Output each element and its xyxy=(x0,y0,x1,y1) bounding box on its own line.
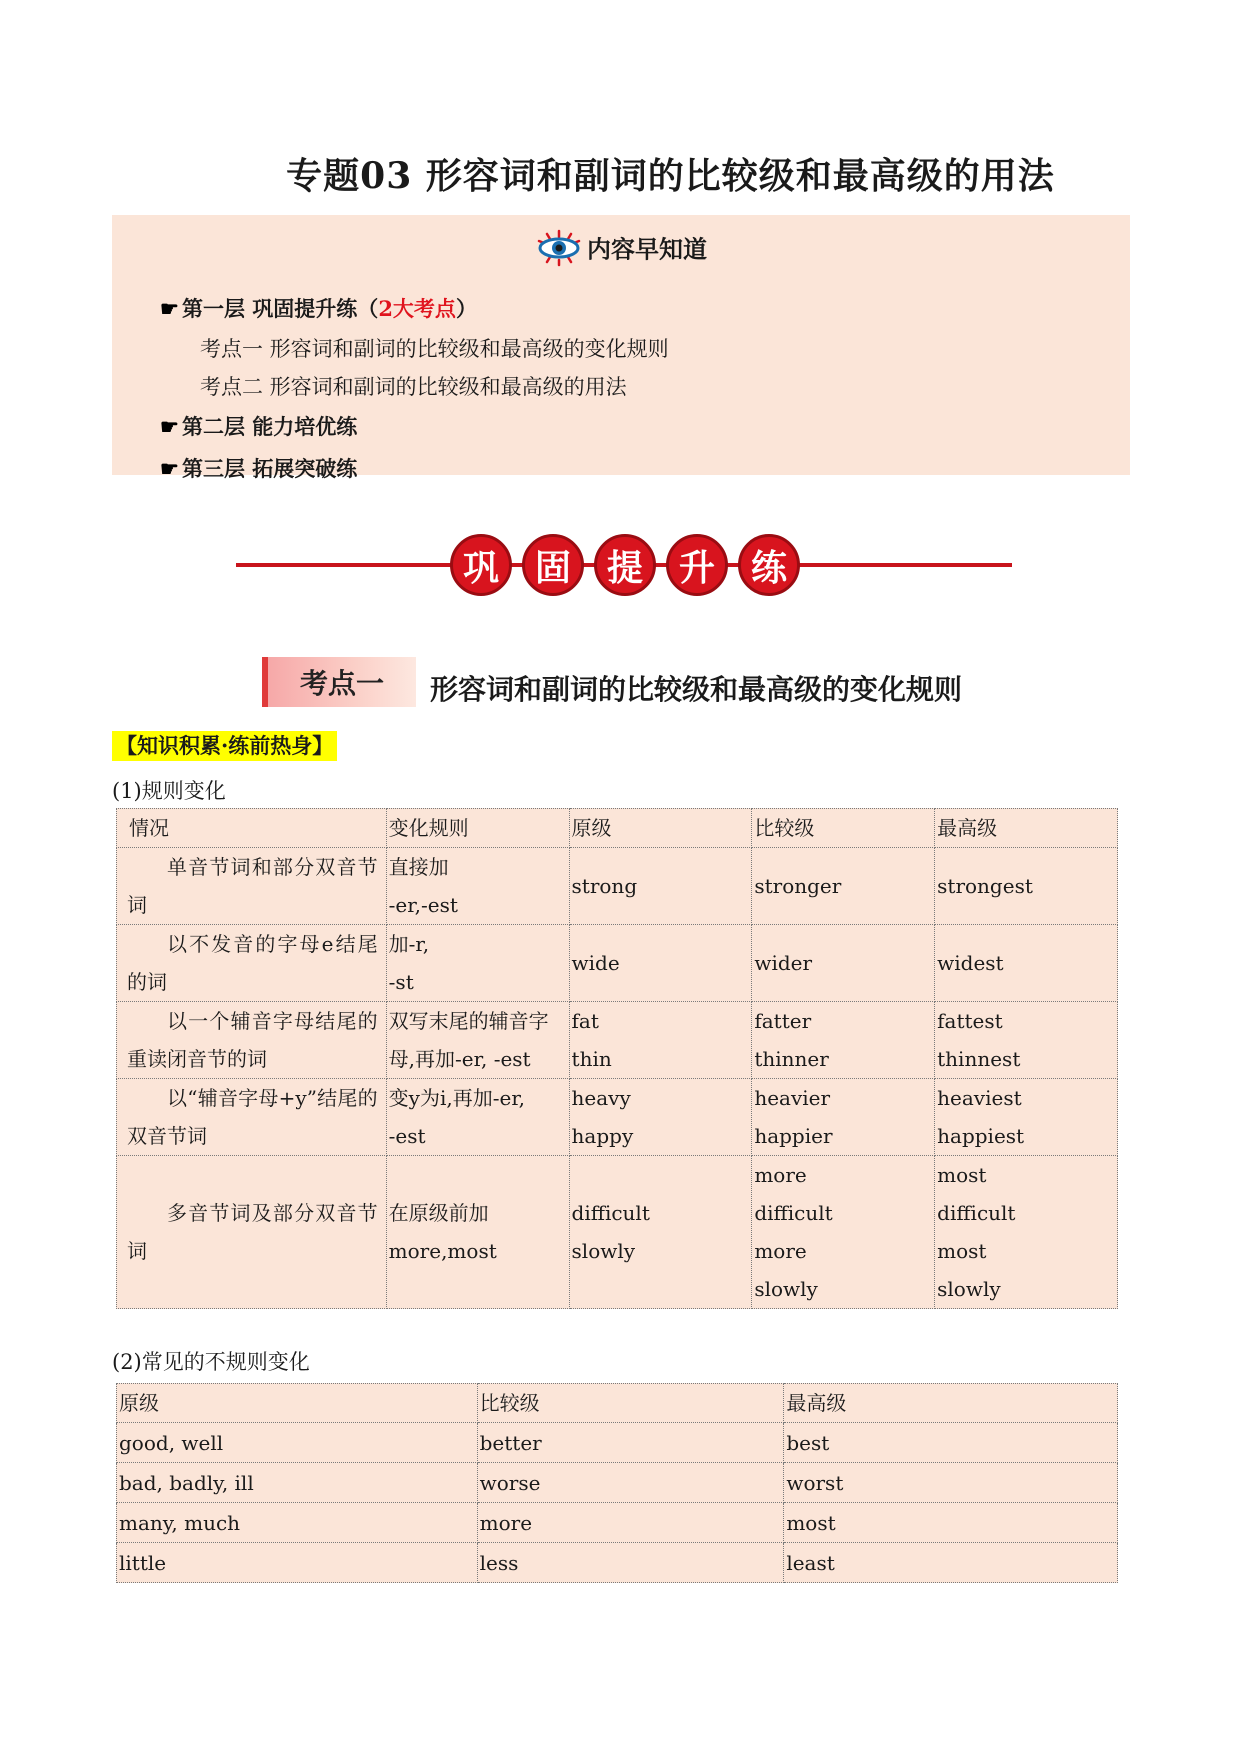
contents-heading xyxy=(112,229,1130,273)
contents-box xyxy=(112,215,1130,481)
rule-cell: 双写末尾的辅音字母,再加-er, -est xyxy=(386,1002,569,1079)
contents-heading-text: 内容早知道 xyxy=(587,234,707,264)
toc-point1: 考点一 形容词和副词的比较级和最高级的变化规则 xyxy=(200,337,669,361)
column-header: 情况 xyxy=(117,809,387,848)
table-row xyxy=(117,1543,1118,1583)
toc-layer1: ☛ 第一层 巩固提升练（2大考点） xyxy=(160,296,477,321)
comparative-cell: more difficult more slowly xyxy=(752,1156,935,1309)
base-form-cell: bad, badly, ill xyxy=(117,1463,478,1503)
toc-layer2: ☛ 第二层 能力培优练 xyxy=(160,414,358,439)
table1-caption: (1)规则变化 xyxy=(112,779,226,803)
point-count: 2大考点 xyxy=(378,296,456,321)
situation-cell: 以一个辅音字母结尾的重读闭音节的词 xyxy=(117,1002,387,1079)
banner-char: 提 xyxy=(594,534,656,596)
table2-caption: (2)常见的不规则变化 xyxy=(112,1350,310,1374)
page-title: 专题03 形容词和副词的比较级和最高级的用法 xyxy=(286,155,1055,197)
section-banner xyxy=(236,530,1012,600)
comparative-cell: more xyxy=(477,1503,784,1543)
comparative-cell: fatter thinner xyxy=(752,1002,935,1079)
superlative-cell: widest xyxy=(935,925,1118,1002)
comparative-cell: wider xyxy=(752,925,935,1002)
situation-cell: 单音节词和部分双音节词 xyxy=(117,848,387,925)
pointing-hand-icon: ☛ xyxy=(160,414,179,439)
table-row xyxy=(117,1463,1118,1503)
banner-char: 升 xyxy=(666,534,728,596)
table-row xyxy=(117,1079,1118,1156)
base-form-cell: fat thin xyxy=(569,1002,752,1079)
situation-cell: 以“辅音字母+y”结尾的双音节词 xyxy=(117,1079,387,1156)
table-row xyxy=(117,1002,1118,1079)
column-header: 最高级 xyxy=(935,809,1118,848)
eye-icon xyxy=(535,229,583,273)
situation-cell: 以不发音的字母e结尾的词 xyxy=(117,925,387,1002)
comparative-cell: heavier happier xyxy=(752,1079,935,1156)
rule-cell: 直接加 -er,-est xyxy=(386,848,569,925)
comparative-cell: stronger xyxy=(752,848,935,925)
toc-point2: 考点二 形容词和副词的比较级和最高级的用法 xyxy=(200,375,627,399)
section-tag: 考点一 xyxy=(262,657,416,707)
banner-char: 固 xyxy=(522,534,584,596)
regular-change-table xyxy=(116,808,1118,1309)
comparative-cell: less xyxy=(477,1543,784,1583)
rule-cell: 变y为i,再加-er, -est xyxy=(386,1079,569,1156)
table-row xyxy=(117,848,1118,925)
superlative-cell: strongest xyxy=(935,848,1118,925)
toc-layer3: ☛ 第三层 拓展突破练 xyxy=(160,456,358,481)
superlative-cell: heaviest happiest xyxy=(935,1079,1118,1156)
superlative-cell: worst xyxy=(784,1463,1118,1503)
column-header: 最高级 xyxy=(784,1384,1118,1423)
superlative-cell: most difficult most slowly xyxy=(935,1156,1118,1309)
column-header: 原级 xyxy=(117,1384,478,1423)
column-header: 变化规则 xyxy=(386,809,569,848)
pointing-hand-icon: ☛ xyxy=(160,456,179,481)
base-form-cell: little xyxy=(117,1543,478,1583)
table-row xyxy=(117,1156,1118,1309)
table-header-row xyxy=(117,809,1118,848)
base-form-cell: wide xyxy=(569,925,752,1002)
base-form-cell: good, well xyxy=(117,1423,478,1463)
column-header: 比较级 xyxy=(477,1384,784,1423)
banner-char: 练 xyxy=(738,534,800,596)
column-header: 比较级 xyxy=(752,809,935,848)
irregular-change-table xyxy=(116,1383,1118,1583)
superlative-cell: fattest thinnest xyxy=(935,1002,1118,1079)
banner-char: 巩 xyxy=(450,534,512,596)
situation-cell: 多音节词及部分双音节词 xyxy=(117,1156,387,1309)
highlight-label: 【知识积累·练前热身】 xyxy=(112,731,337,761)
superlative-cell: best xyxy=(784,1423,1118,1463)
base-form-cell: many, much xyxy=(117,1503,478,1543)
section-title: 形容词和副词的比较级和最高级的变化规则 xyxy=(430,673,963,706)
column-header: 原级 xyxy=(569,809,752,848)
comparative-cell: worse xyxy=(477,1463,784,1503)
superlative-cell: most xyxy=(784,1503,1118,1543)
comparative-cell: better xyxy=(477,1423,784,1463)
table-row xyxy=(117,1423,1118,1463)
base-form-cell: strong xyxy=(569,848,752,925)
base-form-cell: heavy happy xyxy=(569,1079,752,1156)
base-form-cell: difficult slowly xyxy=(569,1156,752,1309)
pointing-hand-icon: ☛ xyxy=(160,296,179,321)
rule-cell: 在原级前加 more,most xyxy=(386,1156,569,1309)
rule-cell: 加-r, -st xyxy=(386,925,569,1002)
table-row xyxy=(117,1503,1118,1543)
table-header-row xyxy=(117,1384,1118,1423)
superlative-cell: least xyxy=(784,1543,1118,1583)
table-row xyxy=(117,925,1118,1002)
